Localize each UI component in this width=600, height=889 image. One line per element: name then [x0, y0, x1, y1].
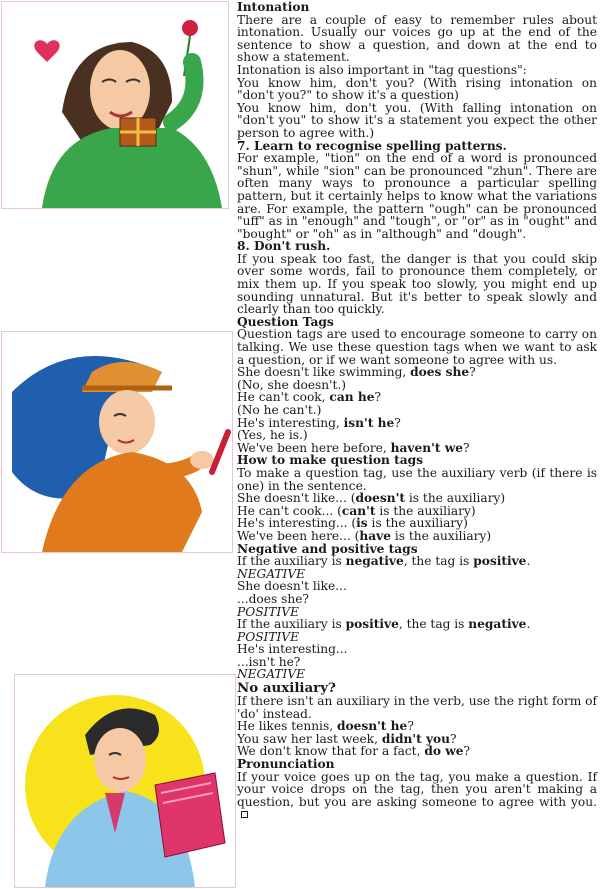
auxiliary-line-1: She doesn't like... (doesn't is the auxiliary)	[237, 491, 506, 506]
rush-heading: 8. Don't rush.	[237, 239, 331, 254]
tag-example-3: He's interesting, isn't he?	[237, 415, 401, 430]
negative-example-1: She doesn't like...	[237, 579, 347, 594]
tag-example-1-answer: (No, she doesn't.)	[237, 377, 347, 392]
neg-pos-rule-2: If the auxiliary is positive, the tag is negative.	[237, 617, 531, 632]
do-example-2: You saw her last week, didn't you?	[237, 731, 457, 746]
neg-pos-heading: Negative and positive tags	[237, 541, 418, 556]
end-of-article-icon	[241, 811, 248, 818]
tag-example-1: She doesn't like swimming, does she?	[237, 365, 476, 380]
illustration-man-with-pencil	[1, 331, 233, 553]
spelling-heading: 7. Learn to recognise spelling patterns.	[237, 138, 507, 153]
illustration-man-with-book	[14, 674, 236, 888]
intonation-paragraph-2: Intonation is also important in "tag questions":	[237, 62, 527, 77]
positive-label-2: POSITIVE	[237, 629, 299, 644]
neg-pos-rule-1: If the auxiliary is negative, the tag is positive.	[237, 554, 531, 569]
article-column	[237, 1, 597, 821]
intonation-heading: Intonation	[237, 0, 310, 14]
no-auxiliary-heading: No auxiliary?	[237, 680, 336, 697]
man-with-gift-drawing	[2, 2, 228, 208]
intonation-paragraph-4: You know him, don't you. (With falling intonation on "don't you" to show it's a statement you expect the other person to agree with.)	[237, 100, 597, 140]
tag-example-4: We've been here before, haven't we?	[237, 440, 470, 455]
do-example-1: He likes tennis, doesn't he?	[237, 719, 414, 734]
negative-tag-1: ...does she?	[237, 591, 309, 606]
question-tags-heading: Question Tags	[237, 314, 334, 329]
tag-example-3-answer: (Yes, he is.)	[237, 428, 308, 443]
do-example-3: We don't know that for a fact, do we?	[237, 744, 471, 759]
tag-example-2-answer: (No he can't.)	[237, 403, 322, 417]
auxiliary-line-4: We've been here... (have is the auxiliary)	[237, 528, 492, 543]
how-to-paragraph: To make a question tag, use the auxiliary verb (if there is one) in the sentence.	[237, 465, 597, 493]
positive-tag-2: ...isn't he?	[237, 654, 301, 669]
positive-example-2: He's interesting...	[237, 642, 348, 657]
question-tags-paragraph: Question tags are used to encourage someone to carry on talking. We use these question tags when we want to ask a question, or if we want someone to agree with us.	[237, 327, 597, 367]
man-with-pencil-drawing	[2, 332, 232, 552]
tag-example-2: He can't cook, can he?	[237, 390, 382, 405]
how-to-heading: How to make question tags	[237, 453, 424, 468]
man-with-book-drawing	[15, 675, 235, 887]
illustration-man-with-gift	[1, 1, 229, 209]
intonation-paragraph-3: You know him, don't you? (With rising intonation on "don't you?" to show it's a question)	[237, 75, 597, 103]
negative-label-1: NEGATIVE	[237, 566, 306, 581]
positive-label-1: POSITIVE	[237, 604, 299, 619]
pronunciation-paragraph: If your voice goes up on the tag, you make a question. If your voice drops on the tag, then you aren't making a question, but you are asking someone to agree with you.	[237, 771, 597, 821]
no-auxiliary-paragraph: If there isn't an auxiliary in the verb, use the right form of 'do' instead.	[237, 694, 597, 721]
rush-paragraph: If you speak too fast, the danger is that you could skip over some words, fail to pronounce them completely, or mix them up. If you speak too slowly, you might end up sounding unnatural. But it's better to speak slowly and clearly than too quickly.	[237, 251, 597, 317]
auxiliary-line-3: He's interesting... (is is the auxiliary)	[237, 516, 468, 531]
pronunciation-heading: Pronunciation	[237, 757, 335, 772]
auxiliary-line-2: He can't cook... (can't is the auxiliary)	[237, 503, 476, 518]
negative-label-2: NEGATIVE	[237, 667, 306, 682]
spelling-paragraph: For example, "tion" on the end of a word is pronounced "shun", while "sion" can be pronounced "zhun". There are often many ways to pronounce a particular spelling pattern, but it certainly helps to know what the variations are. For example, the pattern "ough" can be pronounced "uff" as in "enough" and "tough", or "or" as in "ought" and "bought" or "oh" as in "although" and "dough".	[237, 151, 597, 241]
intonation-paragraph-1: There are a couple of easy to remember rules about intonation. Usually our voices go up at the end of the sentence to show a question, and down at the end to show a statement.	[237, 12, 597, 65]
